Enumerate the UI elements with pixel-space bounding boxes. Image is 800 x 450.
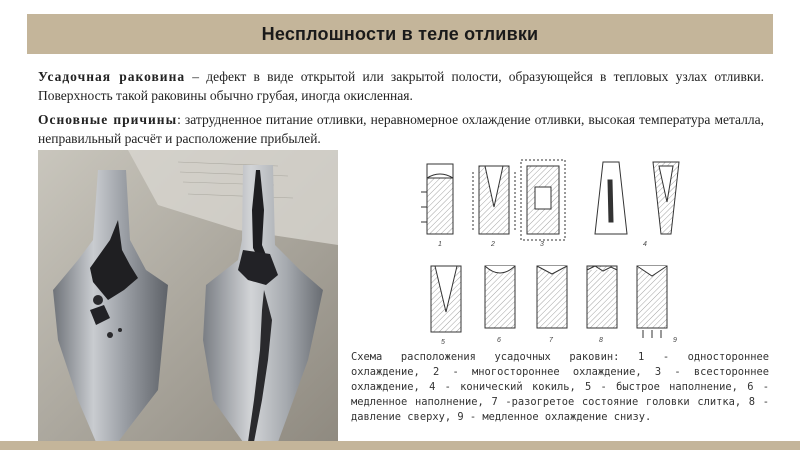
text-block [38, 67, 764, 153]
definition-text: – дефект в виде открытой или закрытой полости, образующейся в тепловых узлах отливки. Поверхность такой раковины обычно грубая, иногда окисленная. [38, 69, 765, 103]
scheme-label-5: 5 [441, 339, 445, 344]
shrinkage-schemes-figure [415, 152, 695, 344]
scheme-4 [595, 162, 679, 234]
scheme-label-2: 2 [491, 241, 495, 248]
header-bar [27, 14, 773, 54]
scheme-label-3: 3 [540, 241, 544, 248]
scheme-label-1: 1 [438, 241, 442, 248]
figure-caption: Схема расположения усадочных раковин: 1 - одностороннее охлаждение, 2 - многостороннее охлаждение, 3 - всестороннее охлаждение, 4 - конический кокиль, 5 - быстрое наполнение, 6 - медленное наполнение, 7 -разогретое состояние головки слитка, 8 - давление сверху, 9 - медленное охлаждение снизу. [351, 351, 769, 423]
causes-paragraph [38, 110, 764, 148]
definition-paragraph [38, 67, 764, 105]
page-title: Несплошности в теле отливки [261, 23, 539, 44]
causes-term: Основные причины [38, 112, 178, 127]
scheme-9 [637, 266, 667, 338]
definition-term: Усадочная раковина [38, 69, 186, 84]
scheme-1 [421, 164, 453, 234]
scheme-8 [587, 266, 617, 328]
scheme-7 [537, 266, 567, 328]
causes-text: : затрудненное питание отливки, неравномерное охлаждение отливки, высокая температура металла, неправильный расчёт и расположение прибылей. [38, 112, 765, 146]
scheme-label-9: 9 [673, 337, 677, 344]
scheme-2 [473, 166, 515, 234]
scheme-6 [485, 266, 515, 328]
scheme-label-7: 7 [549, 337, 553, 344]
scheme-label-8: 8 [599, 337, 603, 344]
scheme-5 [431, 266, 461, 332]
scheme-label-6: 6 [497, 337, 501, 344]
bottom-bar [0, 441, 800, 450]
castings-photo [38, 150, 338, 442]
scheme-3 [521, 160, 565, 240]
scheme-label-4: 4 [643, 241, 647, 248]
